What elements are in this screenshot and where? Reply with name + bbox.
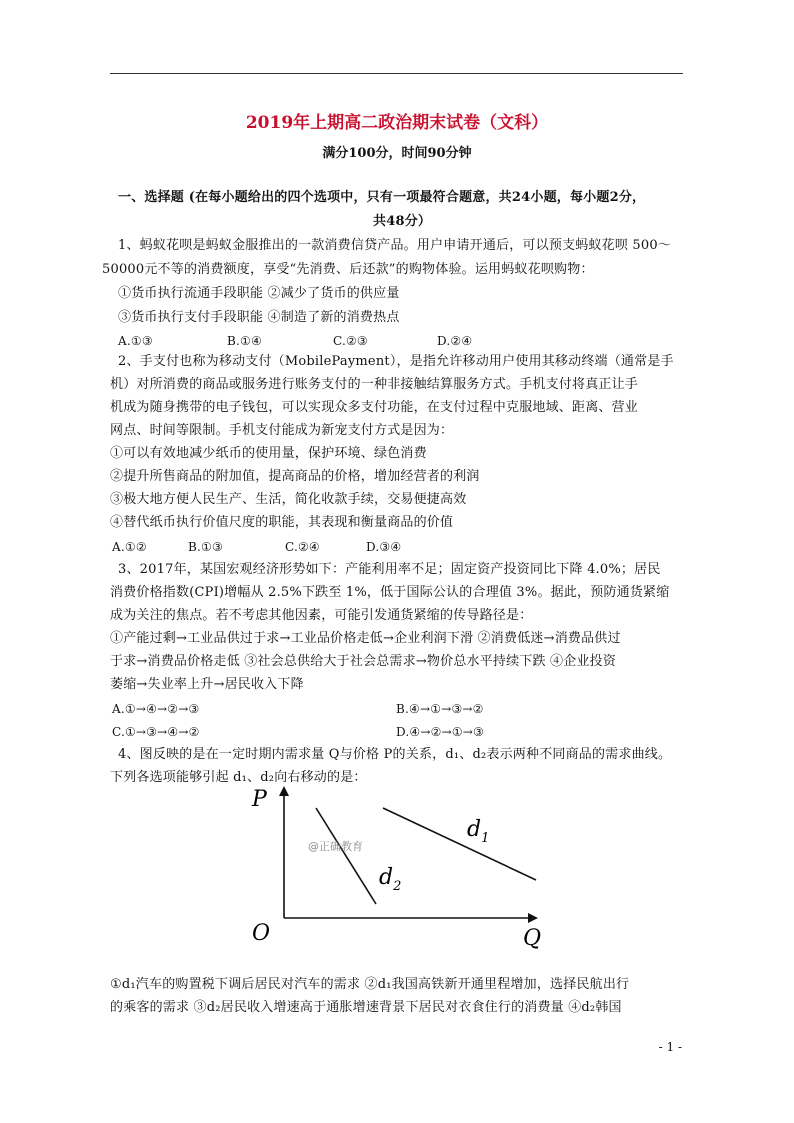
q1-option-line: ③货币执行支付手段职能 ④制造了新的消费热点	[118, 310, 400, 325]
q1-stem: 1、蚂蚁花呗是蚂蚁金服推出的一款消费信贷产品。用户申请开通后，可以预支蚂蚁花呗 500～	[118, 238, 672, 253]
watermark: @正确教育	[308, 840, 363, 853]
q1-option-line: ①货币执行流通手段职能 ②减少了货币的供应量	[118, 286, 400, 301]
q3-stem-cont: 消费价格指数(CPI)增幅从 2.5%下跌至 1%，低于国际公认的合理值 3%。据此，预防通货紧缩	[110, 585, 670, 600]
q3-choice-d: D.④→②→①→③	[396, 725, 485, 739]
q4-stem: 4、图反映的是在一定时期内需求量 Q与价格 P的关系，d₁、d₂表示两种不同商品的需求曲线。	[118, 747, 672, 762]
q2-choice-d: D.③④	[366, 540, 402, 554]
q2-option: ③极大地方便人民生产、生活，简化收款手续，交易便捷高效	[110, 492, 467, 507]
d2-label: $d_2$	[379, 865, 402, 894]
q2-option: ①可以有效地减少纸币的使用量，保护环境、绿色消费	[110, 446, 427, 461]
q3-choice-b: B.④→①→③→②	[396, 702, 484, 716]
q3-stem-cont: 成为关注的焦点。若不考虑其他因素，可能引发通货紧缩的传导路径是：	[110, 608, 533, 623]
header-rule	[110, 73, 683, 74]
q2-stem: 2、手支付也称为移动支付（MobilePayment），是指允许移动用户使用其移动终端（通常是手	[118, 354, 674, 369]
q1-choice-c: C.②③	[333, 334, 368, 348]
section-heading: 一、选择题 (在每小题给出的四个选项中，只有一项最符合题意，共24小题，每小题2分，	[118, 190, 646, 205]
page-title: 2019年上期高二政治期末试卷（文科）	[245, 113, 549, 133]
q4-options-line: 的乘客的需求 ③d₂居民收入增速高于通胀增速背景下居民对衣食住行的消费量 ④d₂韩国	[110, 1000, 622, 1015]
d1-label: $d_1$	[467, 817, 490, 846]
q3-stem: 3、2017年，某国宏观经济形势如下：产能利用率不足；固定资产投资同比下降 4.0%；居民	[118, 562, 661, 577]
page-number: - 1 -	[658, 1040, 682, 1054]
q2-choice-b: B.①③	[188, 540, 223, 554]
q2-stem-cont: 机）对所消费的商品或服务进行账务支付的一种非接触结算服务方式。手机支付将真正让手	[110, 377, 639, 392]
y-axis-label: P	[252, 787, 267, 812]
q3-path-line: 萎缩→失业率上升→居民收入下降	[110, 677, 304, 692]
q2-option: ②提升所售商品的附加值，提高商品的价格，增加经营者的利润	[110, 469, 480, 484]
x-axis-label: Q	[523, 926, 542, 950]
q2-stem-cont: 机成为随身携带的电子钱包，可以实现众多支付功能，在支付过程中克服地域、距离、营业	[110, 400, 639, 415]
q4-options-line: ①d₁汽车的购置税下调后居民对汽车的需求 ②d₁我国高铁新开通里程增加，选择民航出行	[110, 977, 630, 992]
q1-choice-d: D.②④	[437, 334, 473, 348]
q2-stem-cont: 网点、时间等限制。手机支付能成为新宠支付方式是因为：	[110, 423, 454, 438]
q3-path-line: 于求→消费品价格走低 ③社会总供给大于社会总需求→物价总水平持续下跌 ④企业投资	[110, 654, 617, 669]
demand-curve-d1	[383, 808, 536, 880]
q1-stem-cont: 50000元不等的消费额度，享受“先消费、后还款”的购物体验。运用蚂蚁花呗购物：	[102, 262, 594, 277]
q2-choice-a: A.①②	[112, 540, 147, 554]
demand-curve-graph	[240, 780, 560, 950]
page-subtitle: 满分100分，时间90分钟	[322, 146, 472, 161]
q3-choice-a: A.①→④→②→③	[112, 702, 200, 716]
q2-option: ④替代纸币执行价值尺度的职能，其表现和衡量商品的价值	[110, 515, 454, 530]
q2-choice-c: C.②④	[285, 540, 320, 554]
origin-label: O	[252, 921, 271, 946]
demand-curve-d2	[316, 808, 376, 904]
q3-path-line: ①产能过剩→工业品供过于求→工业品价格走低→企业利润下滑 ②消费低迷→消费品供过	[110, 631, 621, 646]
q3-choice-c: C.①→③→④→②	[112, 725, 200, 739]
section-heading-cont: 共48分）	[373, 214, 432, 229]
q4-stem-cont: 下列各选项能够引起 d₁、d₂向右移动的是：	[110, 770, 367, 785]
q1-choice-b: B.①④	[227, 334, 262, 348]
q1-choice-a: A.①③	[118, 334, 153, 348]
